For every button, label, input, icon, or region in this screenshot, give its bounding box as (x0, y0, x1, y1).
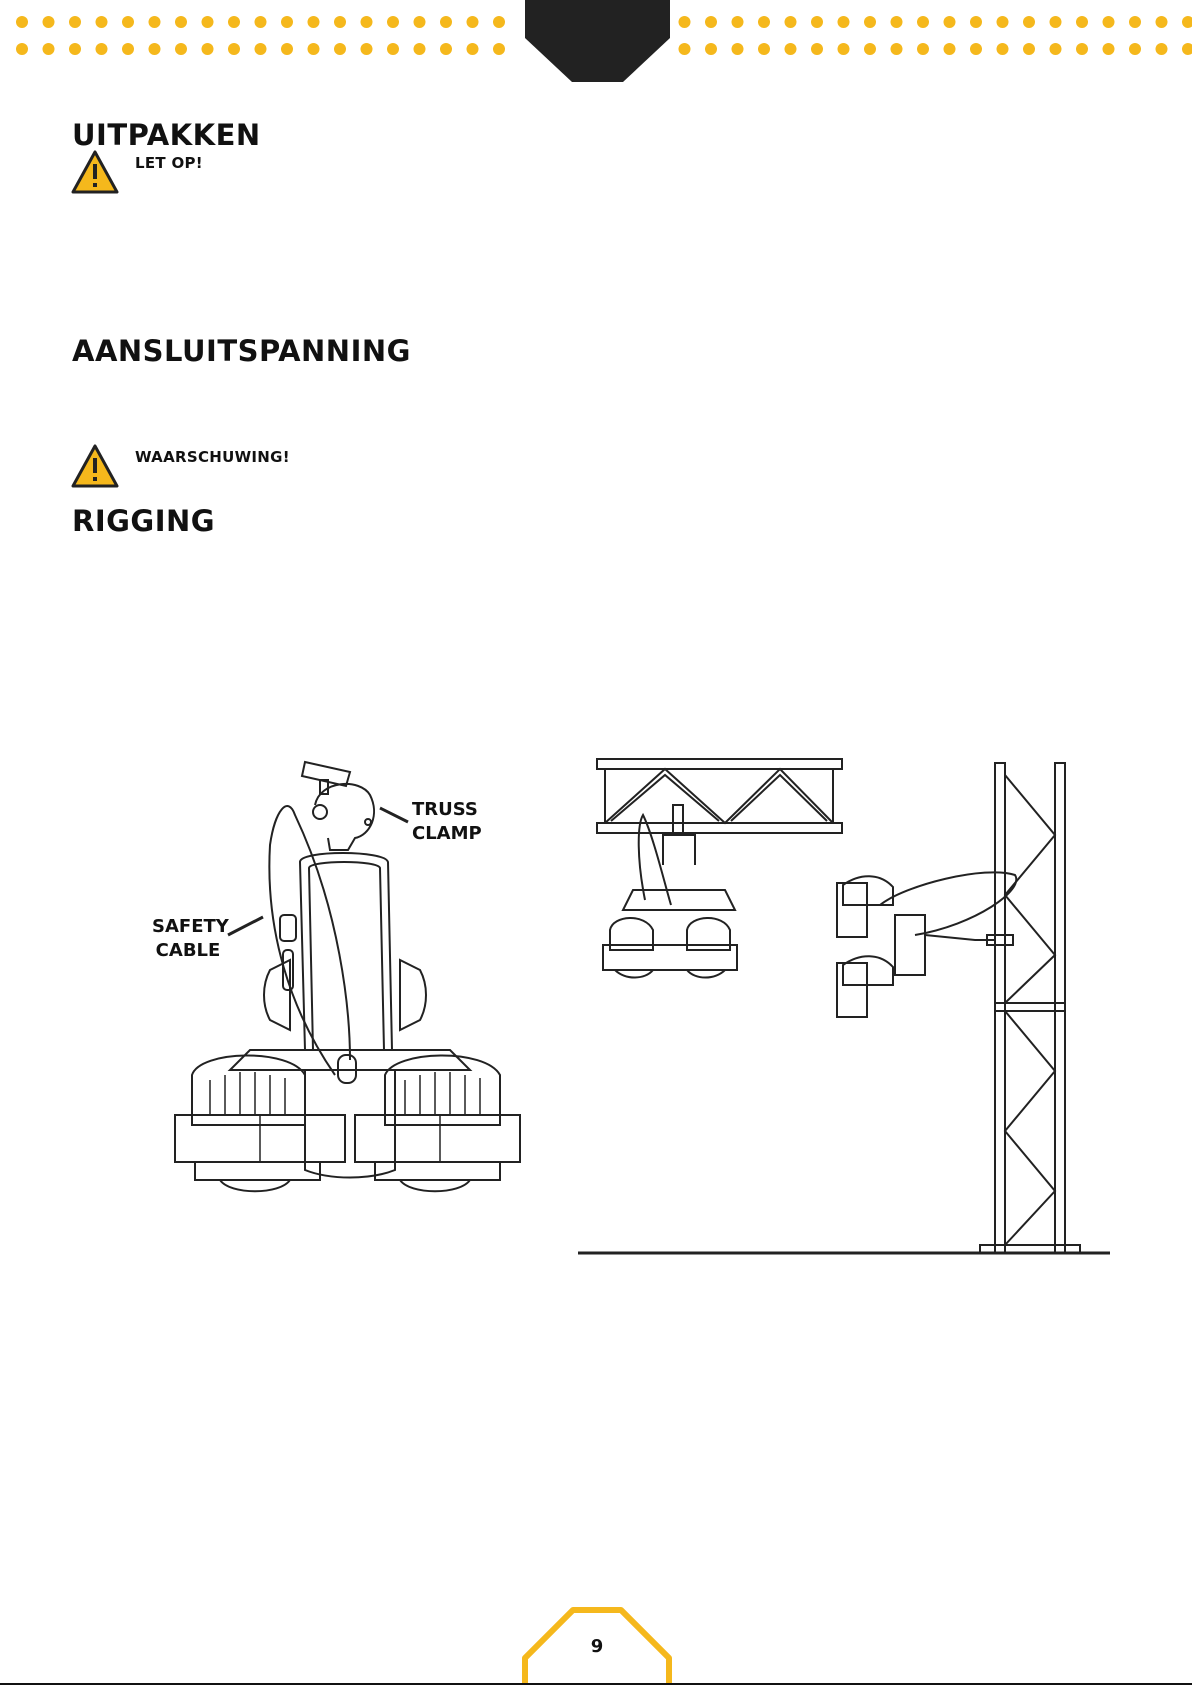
header-dot (493, 43, 505, 55)
header-dot (864, 16, 876, 28)
header-dot (440, 43, 452, 55)
header-dot (308, 16, 320, 28)
header-dot (1182, 16, 1192, 28)
header-dot (811, 43, 823, 55)
header-dot (202, 43, 214, 55)
callout-safety-cable (152, 915, 229, 963)
header-dot (1103, 16, 1115, 28)
header-dot (705, 43, 717, 55)
callout-safety-line2: CABLE (155, 940, 221, 961)
header-dot (679, 43, 691, 55)
header-dot (334, 43, 346, 55)
header-dot (414, 16, 426, 28)
header-dot (308, 43, 320, 55)
header-dot (1076, 16, 1088, 28)
header-dot (1156, 16, 1168, 28)
header-dot (944, 43, 956, 55)
header-dot (917, 43, 929, 55)
header-dot (1023, 43, 1035, 55)
header-dot (811, 16, 823, 28)
header-dot (1182, 43, 1192, 55)
page-number: 9 (590, 1636, 604, 1657)
header-dot (970, 16, 982, 28)
header-dot (679, 16, 691, 28)
header-dot (997, 43, 1009, 55)
header-dot (467, 43, 479, 55)
header-dot (414, 43, 426, 55)
header-dot (891, 43, 903, 55)
header-dot (228, 43, 240, 55)
header-dot (785, 16, 797, 28)
callout-truss-line2: CLAMP (412, 823, 482, 844)
header-dot (1156, 43, 1168, 55)
header-dot (281, 16, 293, 28)
header-dot (1050, 16, 1062, 28)
heading-aansluitspanning: AANSLUITSPANNING (72, 334, 411, 368)
header-dot (202, 16, 214, 28)
heading-rigging: RIGGING (72, 504, 216, 538)
header-dot (732, 16, 744, 28)
header-dot (16, 43, 28, 55)
header-dot (387, 16, 399, 28)
header-dot (122, 43, 134, 55)
header-dot (361, 43, 373, 55)
heading-uitpakken: UITPAKKEN (72, 118, 261, 152)
header-dot (149, 16, 161, 28)
header-dot (440, 16, 452, 28)
header-dot (758, 43, 770, 55)
header-dot (149, 43, 161, 55)
header-dot (997, 16, 1009, 28)
header-dot (705, 16, 717, 28)
header-dot (1050, 43, 1062, 55)
warning-icon (71, 444, 119, 488)
header-dot (758, 16, 770, 28)
header-dot (1023, 16, 1035, 28)
header-dot (16, 16, 28, 28)
truss-mounting-illustration (575, 755, 1115, 1260)
header-dot (891, 16, 903, 28)
callout-truss-clamp (412, 798, 482, 846)
warning-icon (71, 150, 119, 194)
header-dot (228, 16, 240, 28)
header-dot (970, 43, 982, 55)
header-dot (864, 43, 876, 55)
header-dot (334, 16, 346, 28)
header-dot (917, 16, 929, 28)
header-dot (493, 16, 505, 28)
header-dot (732, 43, 744, 55)
header-dot (69, 43, 81, 55)
header-dot (175, 16, 187, 28)
header-dot (1076, 43, 1088, 55)
callout-safety-line1: SAFETY (152, 916, 229, 937)
header-hexagon-tab (525, 0, 670, 84)
header-dot (43, 16, 55, 28)
header-dot (361, 16, 373, 28)
header-dot (944, 16, 956, 28)
header-dot (96, 16, 108, 28)
callout-truss-line1: TRUSS (412, 799, 478, 820)
header-dot (785, 43, 797, 55)
header-dot (122, 16, 134, 28)
header-dot (96, 43, 108, 55)
header-dot (838, 43, 850, 55)
header-dot (43, 43, 55, 55)
header-dot (387, 43, 399, 55)
notice-let-op: LET OP! (135, 154, 203, 172)
header-dot (1103, 43, 1115, 55)
header-dot (255, 16, 267, 28)
header-dot (175, 43, 187, 55)
header-dot (69, 16, 81, 28)
header-dot (838, 16, 850, 28)
header-dot (1129, 43, 1141, 55)
header-dot (1129, 16, 1141, 28)
notice-waarschuwing: WAARSCHUWING! (135, 448, 290, 466)
header-dot (255, 43, 267, 55)
header-dot (281, 43, 293, 55)
header-dot (467, 16, 479, 28)
